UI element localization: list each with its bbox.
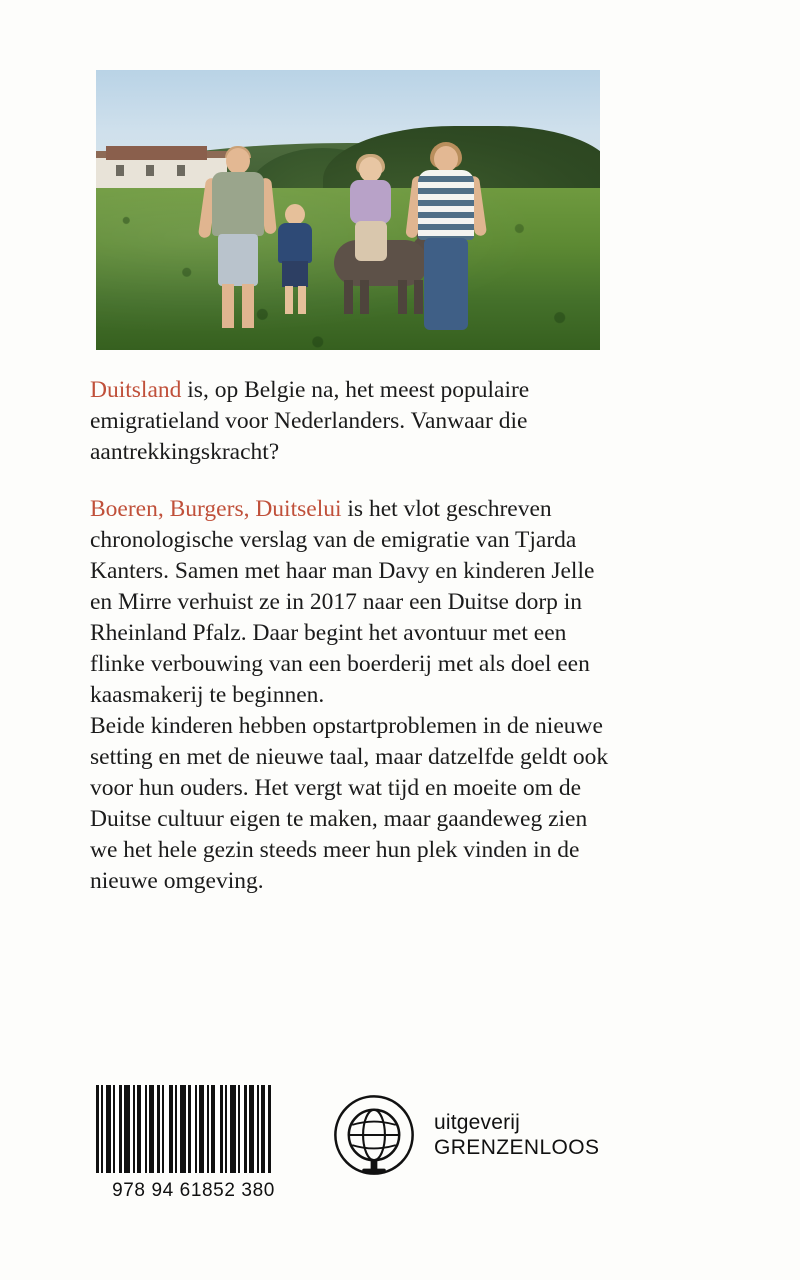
blurb-paragraph-2	[90, 494, 610, 711]
photo-figure-toddler	[272, 204, 318, 320]
blurb-body-1: is, op Belgie na, het meest populaire emigratieland voor Nederlanders. Vanwaar die aantrekkingskracht?	[90, 377, 530, 465]
photo-figure-father	[202, 148, 274, 338]
barcode-icon	[96, 1085, 291, 1173]
globe-icon	[332, 1093, 416, 1177]
blurb-body-3: Beide kinderen hebben opstartproblemen in de nieuwe setting en met de nieuwe taal, maar datzelfde geldt ook voor hun ouders. Het vergt wat tijd en moeite om de Duitse cultuur eigen te maken, maar gaandeweg zien we het hele gezin steeds meer hun plek vinden in de nieuwe omgeving.	[90, 713, 609, 894]
blurb-accent-1: Duitsland	[90, 377, 182, 403]
isbn-number: 978 94 61852 380	[112, 1180, 275, 1201]
photo-window	[177, 165, 185, 176]
publisher-line-1: uitgeverij	[434, 1111, 521, 1134]
photo-figure-girl-on-donkey	[343, 157, 399, 267]
cover-footer	[96, 1085, 706, 1210]
photo-house-roof	[106, 146, 207, 160]
blurb-body-2: is het vlot geschreven chronologische verslag van de emigratie van Tjarda Kanters. Samen met haar man Davy en kinderen Jelle en Mirre verhuist ze in 2017 naar een Duitse dorp in Rheinland Pfalz. Daar begint het avontuur met een flinke verbouwing van een boerderij met als doel een kaasmakerij te beginnen.	[90, 496, 595, 708]
barcode-block	[96, 1085, 291, 1202]
blurb-accent-2: Boeren, Burgers, Duitselui	[90, 496, 342, 522]
blurb-paragraph-1	[90, 375, 610, 468]
publisher-block	[332, 1093, 599, 1177]
cover-photo	[96, 70, 600, 350]
blurb-paragraph-3	[90, 711, 610, 897]
photo-window	[146, 165, 154, 176]
publisher-name	[434, 1110, 599, 1160]
photo-window	[116, 165, 124, 176]
blurb-text	[90, 375, 610, 923]
photo-figure-mother	[408, 146, 484, 346]
publisher-line-2: GRENZENLOOS	[434, 1136, 600, 1159]
